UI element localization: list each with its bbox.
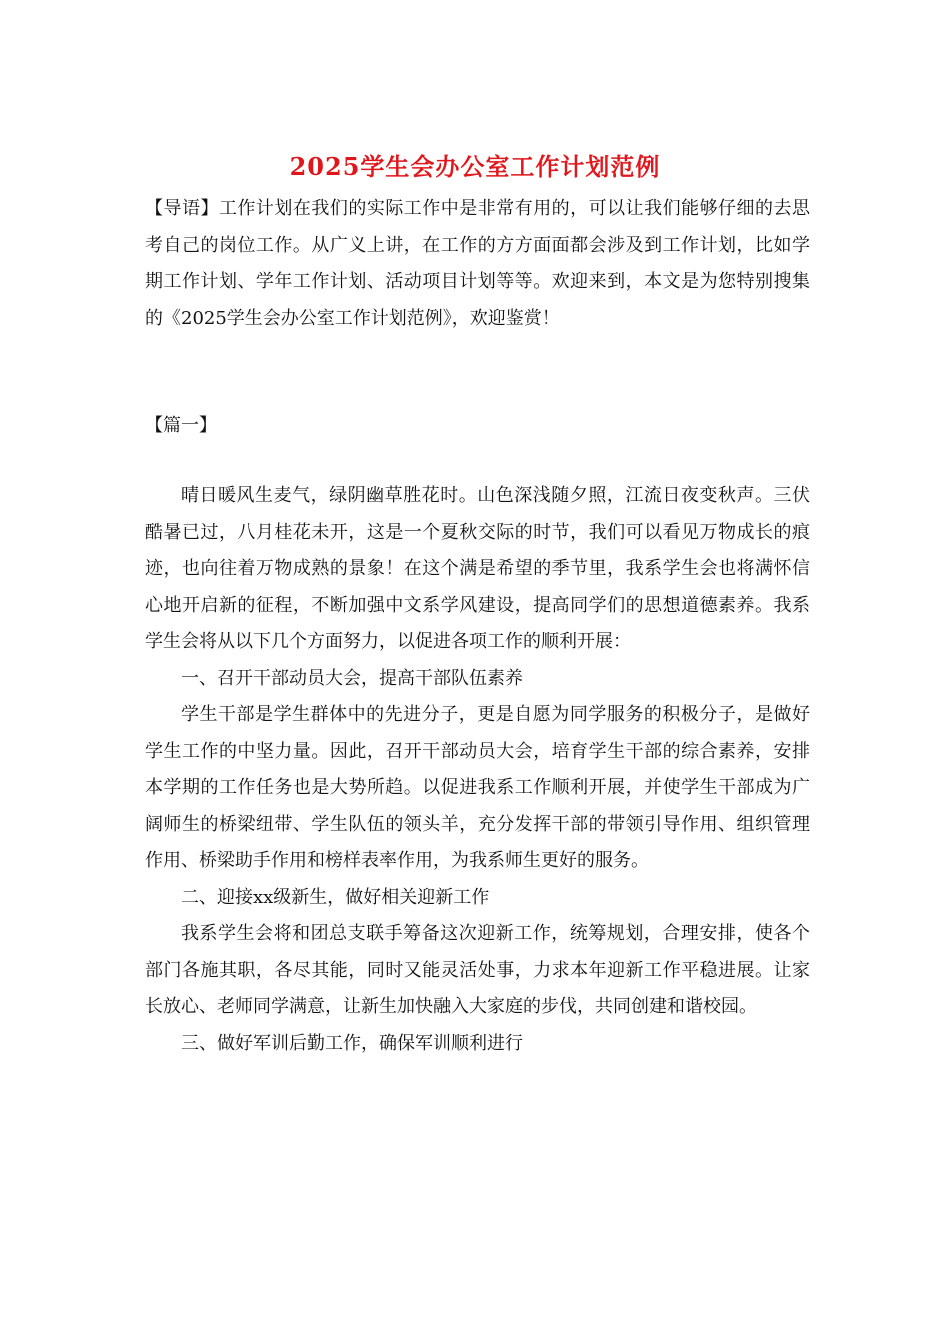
section-heading: 二、迎接xx级新生，做好相关迎新工作 xyxy=(181,886,490,908)
section-label: 【篇一】 xyxy=(145,415,217,436)
section-heading: 三、做好军训后勤工作，确保军训顺利进行 xyxy=(181,1032,523,1054)
section-heading: 一、召开干部动员大会，提高干部队伍素养 xyxy=(181,667,523,689)
article-content xyxy=(145,478,810,1062)
body-paragraph: 晴日暖风生麦气，绿阴幽草胜花时。山色深浅随夕照，江流日夜变秋声。三伏酷暑已过，八月桂花未开，这是一个夏秋交际的时节，我们可以看见万物成长的痕迹，也向往着万物成熟的景象！在这个满是希望的季节里，我系学生会也将满怀信心地开启新的征程，不断加强中文系学风建设，提高同学们的思想道德素养。我系学生会将从以下几个方面努力，以促进各项工作的顺利开展： xyxy=(145,485,810,652)
document-title: 2025学生会办公室工作计划范例 xyxy=(289,152,661,181)
intro-paragraph: 【导语】工作计划在我们的实际工作中是非常有用的，可以让我们能够仔细的去思考自己的岗位工作。从广义上讲，在工作的方方面面都会涉及到工作计划，比如学期工作计划、学年工作计划、活动项目计划等等。欢迎来到，本文是为您特别搜集的《2025学生会办公室工作计划范例》，欢迎鉴赏！ xyxy=(145,198,810,329)
body-paragraph: 我系学生会将和团总支联手筹备这次迎新工作，统筹规划，合理安排，使各个部门各施其职，各尽其能，同时又能灵活处事，力求本年迎新工作平稳进展。让家长放心、老师同学满意，让新生加快融入大家庭的步伐，共同创建和谐校园。 xyxy=(145,923,810,1017)
body-paragraph: 学生干部是学生群体中的先进分子，更是自愿为同学服务的积极分子，是做好学生工作的中坚力量。因此，召开干部动员大会，培育学生干部的综合素养，安排本学期的工作任务也是大势所趋。以促进我系工作顺利开展，并使学生干部成为广阔师生的桥梁纽带、学生队伍的领头羊，充分发挥干部的带领引导作用、组织管理作用、桥梁助手作用和榜样表率作用，为我系师生更好的服务。 xyxy=(145,704,810,871)
